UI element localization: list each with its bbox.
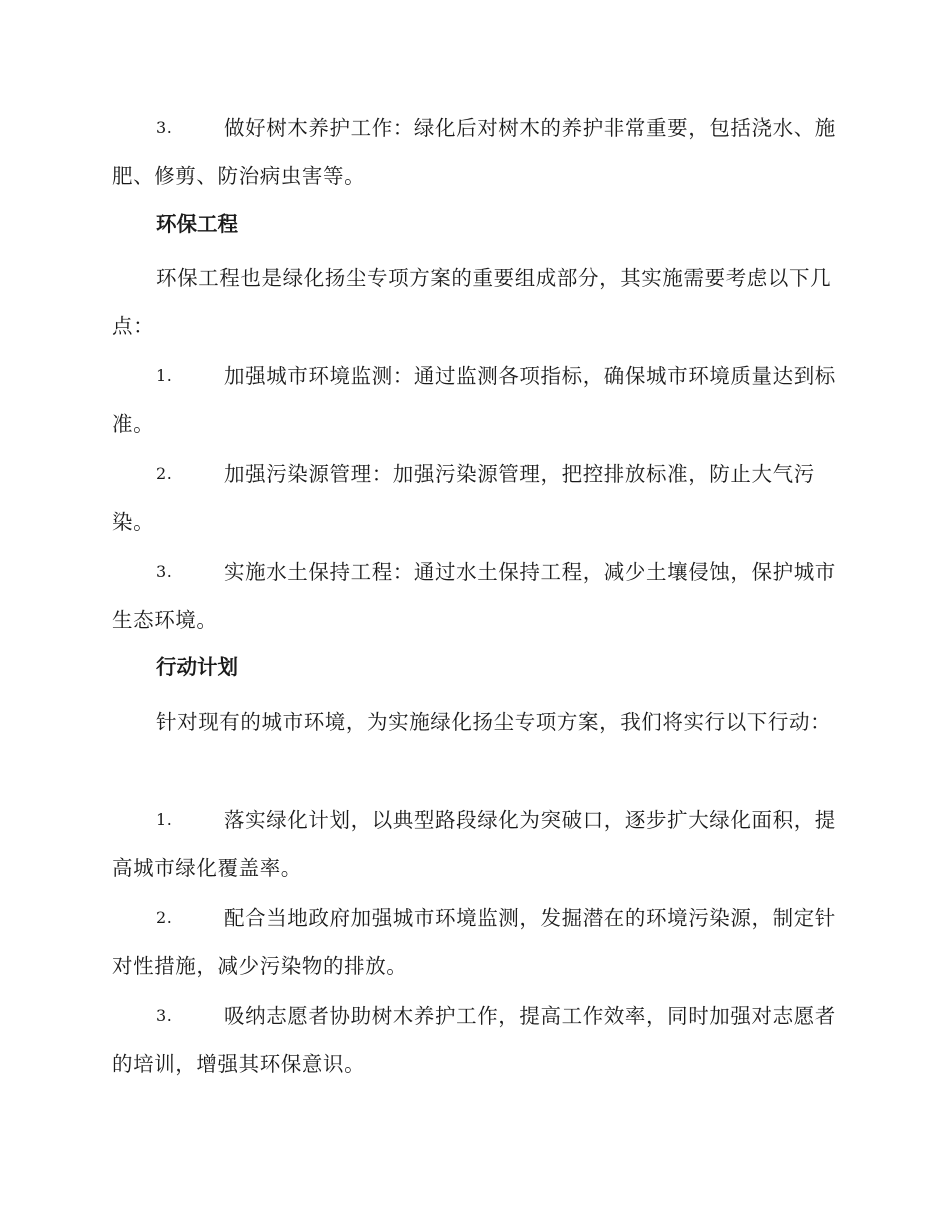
list-item-text: 配合当地政府加强城市环境监测，发掘潜在的环境污染源，制定针对性措施，减少污染物的排放。: [112, 906, 836, 978]
list-item: [112, 992, 836, 1088]
list-item: [112, 104, 836, 200]
section-heading: 环保工程: [156, 212, 238, 236]
list-number: 1.: [156, 810, 173, 829]
paragraph: 环保工程也是绿化扬尘专项方案的重要组成部分，其实施需要考虑以下几点：: [112, 266, 832, 338]
list-item: [112, 796, 836, 892]
list-item: [112, 450, 836, 546]
list-item: [112, 548, 836, 644]
paragraph: 针对现有的城市环境，为实施绿化扬尘专项方案，我们将实行以下行动：: [156, 710, 832, 734]
list-item-text: 做好树木养护工作：绿化后对树木的养护非常重要，包括浇水、施肥、修剪、防治病虫害等。: [112, 116, 836, 188]
list-number: 3.: [156, 562, 173, 581]
list-number: 2.: [156, 908, 173, 927]
list-item-text: 吸纳志愿者协助树木养护工作，提高工作效率，同时加强对志愿者的培训，增强其环保意识。: [112, 1004, 836, 1076]
section-heading: 行动计划: [156, 655, 238, 679]
list-item-text: 落实绿化计划，以典型路段绿化为突破口，逐步扩大绿化面积，提高城市绿化覆盖率。: [112, 808, 836, 880]
list-item-text: 加强城市环境监测：通过监测各项指标，确保城市环境质量达到标准。: [112, 364, 836, 436]
list-number: 3.: [156, 1006, 173, 1025]
list-item: [112, 352, 836, 448]
list-number: 1.: [156, 366, 173, 385]
list-item: [112, 894, 836, 990]
list-item-text: 实施水土保持工程：通过水土保持工程，减少土壤侵蚀，保护城市生态环境。: [112, 560, 836, 632]
list-item-text: 加强污染源管理：加强污染源管理，把控排放标准，防止大气污染。: [112, 462, 815, 534]
list-number: 3.: [156, 118, 173, 137]
list-number: 2.: [156, 464, 173, 483]
